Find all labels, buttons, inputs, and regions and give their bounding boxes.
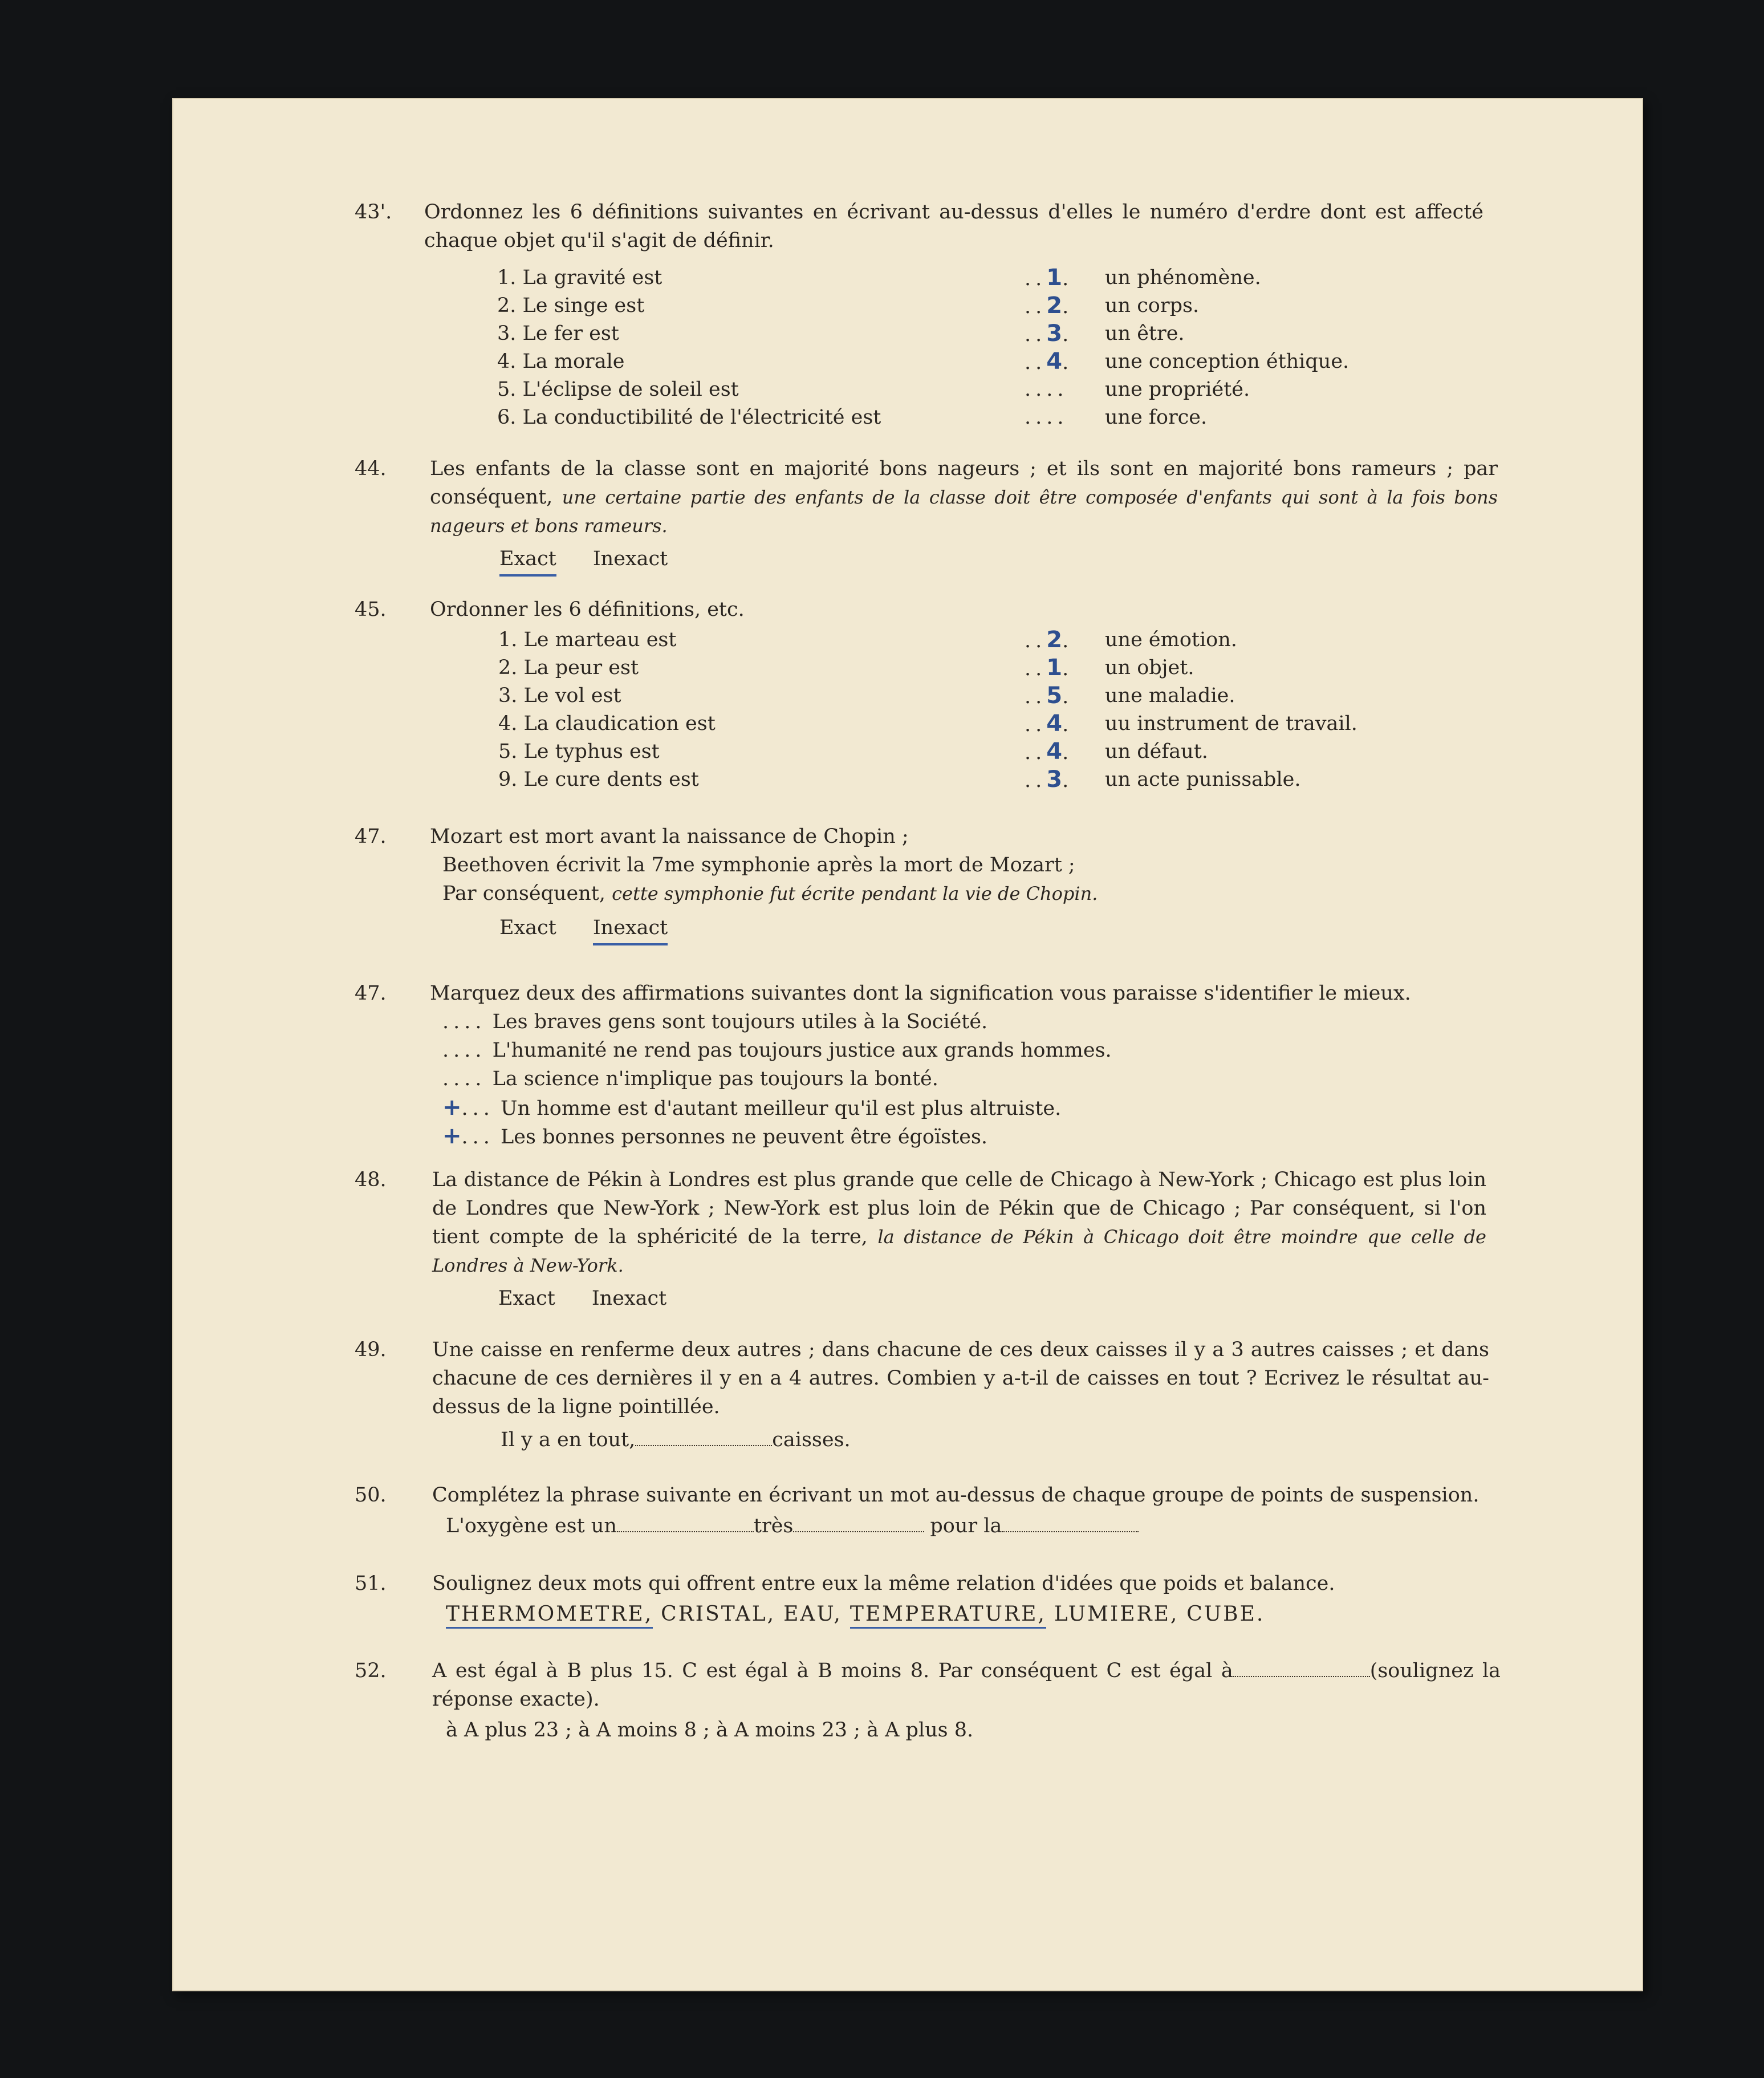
conclusion: Par conséquent, cette symphonie fut écrite pendant la vie de Chopin.: [442, 882, 1098, 905]
answer-choices: [499, 914, 704, 945]
answer-slot: ..3.: [1025, 320, 1074, 347]
statement-item: +... Un homme est d'autant meilleur qu'il est plus altruiste.: [442, 1094, 1062, 1121]
handwritten-mark: +: [442, 1123, 462, 1149]
answer-slot: ....: [1025, 378, 1068, 401]
choice-inexact: Inexact: [591, 1287, 667, 1310]
list-item: 3. Le vol est: [498, 684, 621, 707]
choice-exact: Exact: [499, 916, 556, 939]
choice-inexact-selected: Inexact: [593, 914, 668, 945]
list-item: 3. Le fer est: [497, 322, 619, 345]
definition-label: une propriété.: [1105, 378, 1250, 401]
blank-field: [1002, 1531, 1139, 1532]
list-item: 1. La gravité est: [497, 266, 662, 289]
answer-slot: ..2.: [1025, 627, 1074, 653]
blank-field: [635, 1445, 772, 1446]
question-text: Soulignez deux mots qui offrent entre eux la même relation d'idées que poids et balance.: [432, 1572, 1335, 1595]
word-option-selected: THERMOMETRE,: [446, 1602, 653, 1629]
question-text: Complétez la phrase suivante en écrivant un mot au-dessus de chaque groupe de points de suspension.: [432, 1484, 1480, 1507]
question-number: 47.: [355, 825, 387, 848]
premise-2: Beethoven écrivit la 7me symphonie après la mort de Mozart ;: [442, 854, 1075, 876]
question-number: 51.: [355, 1572, 387, 1595]
handwritten-mark: +: [442, 1094, 462, 1121]
list-item: 5. L'éclipse de soleil est: [497, 378, 739, 401]
statement-item: .... La science n'implique pas toujours la bonté.: [442, 1068, 938, 1090]
question-number: 52.: [355, 1659, 387, 1682]
list-item: 5. Le typhus est: [498, 740, 660, 763]
word-option: CUBE.: [1186, 1602, 1265, 1626]
question-text: Une caisse en renferme deux autres ; dans chacune de ces deux caisses il y a 3 autres caisses ; et dans chacune de ces dernières il y en a 4 autres. Combien y a-t-il de caisses en tout ? Ecrivez le résultat au-dessus de la ligne pointillée.: [432, 1338, 1489, 1418]
question-text: Marquez deux des affirmations suivantes dont la signification vous paraisse s'identifier le mieux.: [430, 982, 1411, 1005]
answer-choices: [498, 1284, 703, 1313]
question-text: Ordonner les 6 définitions, etc.: [430, 598, 745, 621]
answer-slot: ..4.: [1025, 711, 1074, 737]
question-text: Ordonnez les 6 définitions suivantes en écrivant au-dessus d'elles le numéro d'erdre dont est affecté chaque objet qu'il s'agit de définir.: [424, 201, 1483, 252]
definition-label: une maladie.: [1105, 684, 1235, 707]
proposition: la distance de Pékin à Chicago doit être moindre que celle de Londres à New-York.: [432, 1226, 1486, 1276]
question-number: 50.: [355, 1484, 387, 1507]
definition-label: uu instrument de travail.: [1105, 712, 1357, 735]
list-item: 9. Le cure dents est: [498, 768, 699, 791]
list-item: 2. Le singe est: [497, 294, 645, 317]
answer-slot: ..4.: [1025, 738, 1074, 765]
handwritten-answer: 3: [1046, 320, 1063, 347]
answer-slot: ..1.: [1025, 265, 1074, 291]
definition-label: un phénomène.: [1105, 266, 1261, 289]
list-item: 1. Le marteau est: [498, 628, 677, 651]
answer-options: [446, 1716, 973, 1744]
question-number: 48.: [355, 1168, 387, 1191]
question-number: 44.: [355, 457, 387, 480]
list-item: 2. La peur est: [498, 656, 639, 679]
premise-1: Mozart est mort avant la naissance de Chopin ;: [430, 825, 909, 848]
answer-slot: ..2.: [1025, 293, 1074, 319]
fill-in-line: Il y a en tout, caisses.: [501, 1428, 851, 1451]
answer-slot: ..4.: [1025, 348, 1074, 375]
definition-label: une force.: [1105, 406, 1208, 429]
word-option: EAU,: [783, 1602, 842, 1626]
statement-item: .... Les braves gens sont toujours utiles à la Société.: [442, 1010, 988, 1033]
list-item: 4. La claudication est: [498, 712, 716, 735]
answer-slot: ....: [1025, 406, 1068, 429]
question-number: 49.: [355, 1338, 387, 1361]
statement-item: +... Les bonnes personnes ne peuvent être égoïstes.: [442, 1123, 988, 1149]
list-item: 6. La conductibilité de l'électricité est: [497, 406, 881, 429]
definition-label: un objet.: [1105, 656, 1194, 679]
answer-slot: ..3.: [1025, 766, 1074, 793]
blank-field: [1233, 1676, 1370, 1677]
statement-item: .... L'humanité ne rend pas toujours justice aux grands hommes.: [442, 1039, 1112, 1062]
option: à A plus 8.: [867, 1719, 974, 1742]
handwritten-answer: 1: [1046, 265, 1063, 291]
option: à A moins 8 ;: [578, 1719, 710, 1742]
choice-inexact: Inexact: [592, 547, 668, 570]
word-choices: [446, 1600, 1265, 1629]
option: à A moins 23 ;: [716, 1719, 860, 1742]
fill-in-line: L'oxygène est un très pour la: [446, 1512, 1139, 1540]
handwritten-answer: 4: [1046, 348, 1063, 375]
blank-field: [617, 1531, 754, 1532]
list-item: 4. La morale: [497, 350, 625, 373]
question-text: Les enfants de la classe sont en majorité bons nageurs ; et ils sont en majorité bons rameurs ; par conséquent, une certaine partie des enfants de la classe doit être composée d'enfants qui sont à la fois bons nageurs et bons rameurs.: [430, 457, 1498, 537]
choice-exact: Exact: [498, 1287, 555, 1310]
questionnaire-sheet: [172, 98, 1643, 1991]
definition-label: une conception éthique.: [1105, 350, 1350, 373]
definition-label: une émotion.: [1105, 628, 1237, 651]
answer-choices: [499, 545, 704, 577]
word-option-selected: TEMPERATURE,: [850, 1602, 1046, 1629]
question-number: 45.: [355, 598, 387, 621]
definition-label: un défaut.: [1105, 740, 1208, 763]
word-option: LUMIERE,: [1054, 1602, 1179, 1626]
option: à A plus 23 ;: [446, 1719, 572, 1742]
definition-label: un acte punissable.: [1105, 768, 1301, 791]
handwritten-answer: 2: [1046, 293, 1063, 319]
definition-label: un être.: [1105, 322, 1185, 345]
answer-slot: ..1.: [1025, 655, 1074, 681]
answer-slot: ..5.: [1025, 683, 1074, 709]
question-number: 47.: [355, 982, 387, 1005]
definition-label: un corps.: [1105, 294, 1200, 317]
choice-exact-selected: Exact: [499, 545, 556, 577]
proposition: une certaine partie des enfants de la classe doit être composée d'enfants qui sont à la fois bons nageurs et bons rameurs.: [430, 486, 1498, 537]
word-option: CRISTAL,: [661, 1602, 776, 1626]
question-number: 43'.: [355, 201, 392, 224]
question-text: A est égal à B plus 15. C est égal à B moins 8. Par conséquent C est égal à (soulignez la réponse exacte).: [432, 1659, 1501, 1711]
question-text: La distance de Pékin à Londres est plus grande que celle de Chicago à New-York ; Chicago est plus loin de Londres que New-York ; New-York est plus loin de Pékin que de Chicago ; Par conséquent, si l'on tient compte de la sphéricité de la terre, la distance de Pékin à Chicago doit être moindre que celle de Londres à New-York.: [432, 1168, 1486, 1276]
blank-field: [793, 1531, 924, 1532]
